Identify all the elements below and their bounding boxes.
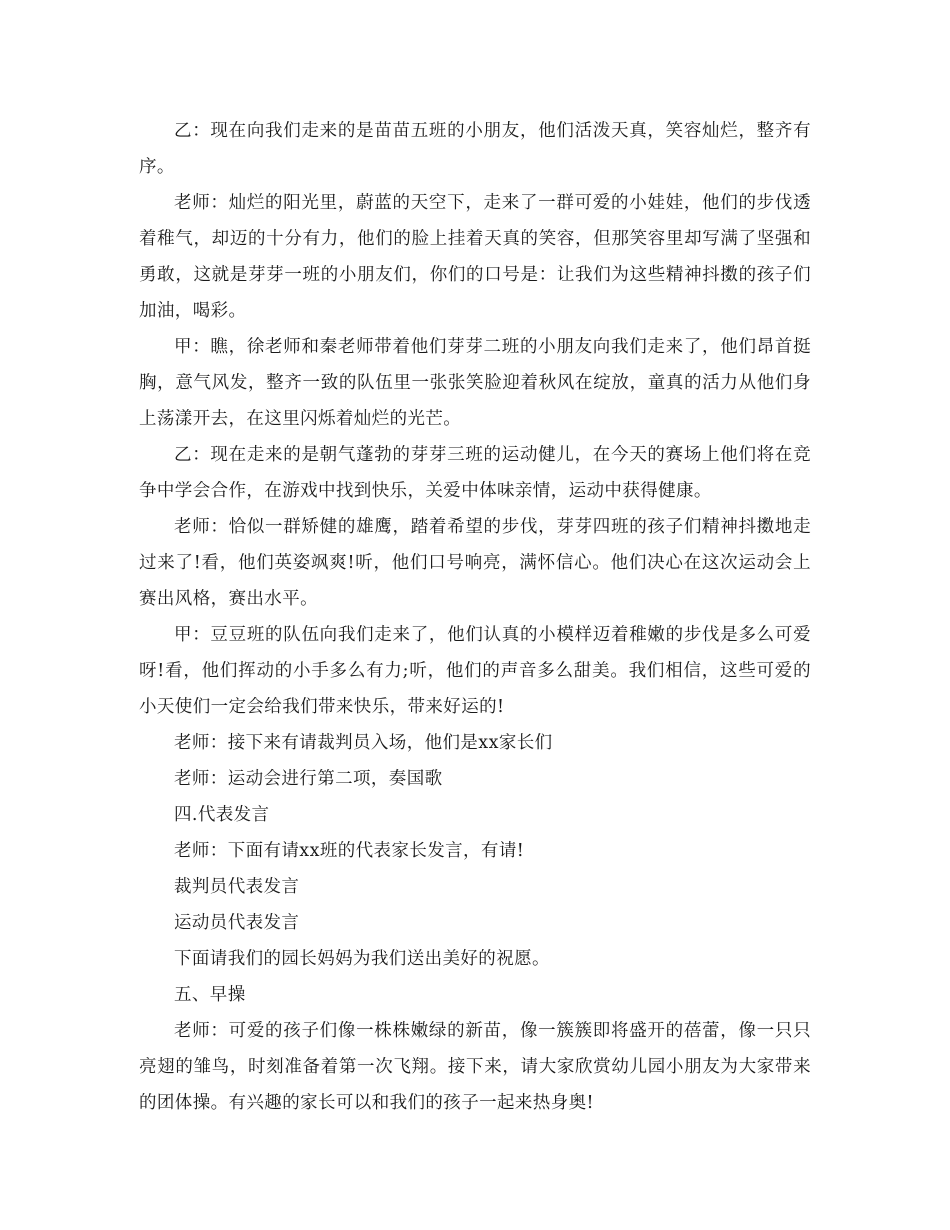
paragraph-announcer-jia-doudou: 甲：豆豆班的队伍向我们走来了，他们认真的小模样迈着稚嫩的步伐是多么可爱呀!看，他们挥动的小手多么有力;听，他们的声音多么甜美。我们相信，这些可爱的小天使们一定会给我们带来快乐，带来好运的! bbox=[139, 625, 811, 717]
section-heading-speeches: 四.代表发言 bbox=[174, 805, 270, 825]
document-body bbox=[139, 113, 811, 1121]
paragraph-announcer-yi-miaomiao5: 乙：现在向我们走来的是苗苗五班的小朋友，他们活泼天真，笑容灿烂，整齐有序。 bbox=[139, 121, 811, 177]
paragraph-principal-wishes: 下面请我们的园长妈妈为我们送出美好的祝愿。 bbox=[174, 949, 550, 969]
paragraph-teacher-anthem: 老师：运动会进行第二项，奏国歌 bbox=[174, 769, 443, 789]
paragraph-announcer-yi-yaya3: 乙：现在走来的是朝气蓬勃的芽芽三班的运动健儿，在今天的赛场上他们将在竞争中学会合作，在游戏中找到快乐，关爱中体味亲情，运动中获得健康。 bbox=[139, 445, 811, 501]
paragraph-referee-speech: 裁判员代表发言 bbox=[174, 877, 300, 897]
paragraph-announcer-jia-yaya2: 甲：瞧，徐老师和秦老师带着他们芽芽二班的小朋友向我们走来了，他们昂首挺胸，意气风发，整齐一致的队伍里一张张笑脸迎着秋风在绽放，童真的活力从他们身上荡漾开去，在这里闪烁着灿烂的光芒。 bbox=[139, 337, 811, 429]
paragraph-athlete-speech: 运动员代表发言 bbox=[174, 913, 300, 933]
paragraph-teacher-referees: 老师：接下来有请裁判员入场，他们是xx家长们 bbox=[174, 733, 553, 753]
paragraph-teacher-parent-speech: 老师：下面有请xx班的代表家长发言，有请! bbox=[174, 841, 525, 861]
paragraph-teacher-exercise: 老师：可爱的孩子们像一株株嫩绿的新苗，像一簇簇即将盛开的蓓蕾，像一只只亮翅的雏鸟，时刻准备着第一次飞翔。接下来，请大家欣赏幼儿园小朋友为大家带来的团体操。有兴趣的家长可以和我们的孩子一起来热身奥! bbox=[139, 1021, 811, 1113]
paragraph-teacher-yaya4: 老师：恰似一群矫健的雄鹰，踏着希望的步伐，芽芽四班的孩子们精神抖擞地走过来了!看，他们英姿飒爽!听，他们口号响亮，满怀信心。他们决心在这次运动会上赛出风格，赛出水平。 bbox=[139, 517, 811, 609]
section-heading-morning-exercise: 五、早操 bbox=[174, 985, 246, 1005]
paragraph-teacher-yaya1: 老师：灿烂的阳光里，蔚蓝的天空下，走来了一群可爱的小娃娃，他们的步伐透着稚气，却迈的十分有力，他们的脸上挂着天真的笑容，但那笑容里却写满了坚强和勇敢，这就是芽芽一班的小朋友们，你们的口号是：让我们为这些精神抖擞的孩子们加油，喝彩。 bbox=[139, 193, 811, 321]
